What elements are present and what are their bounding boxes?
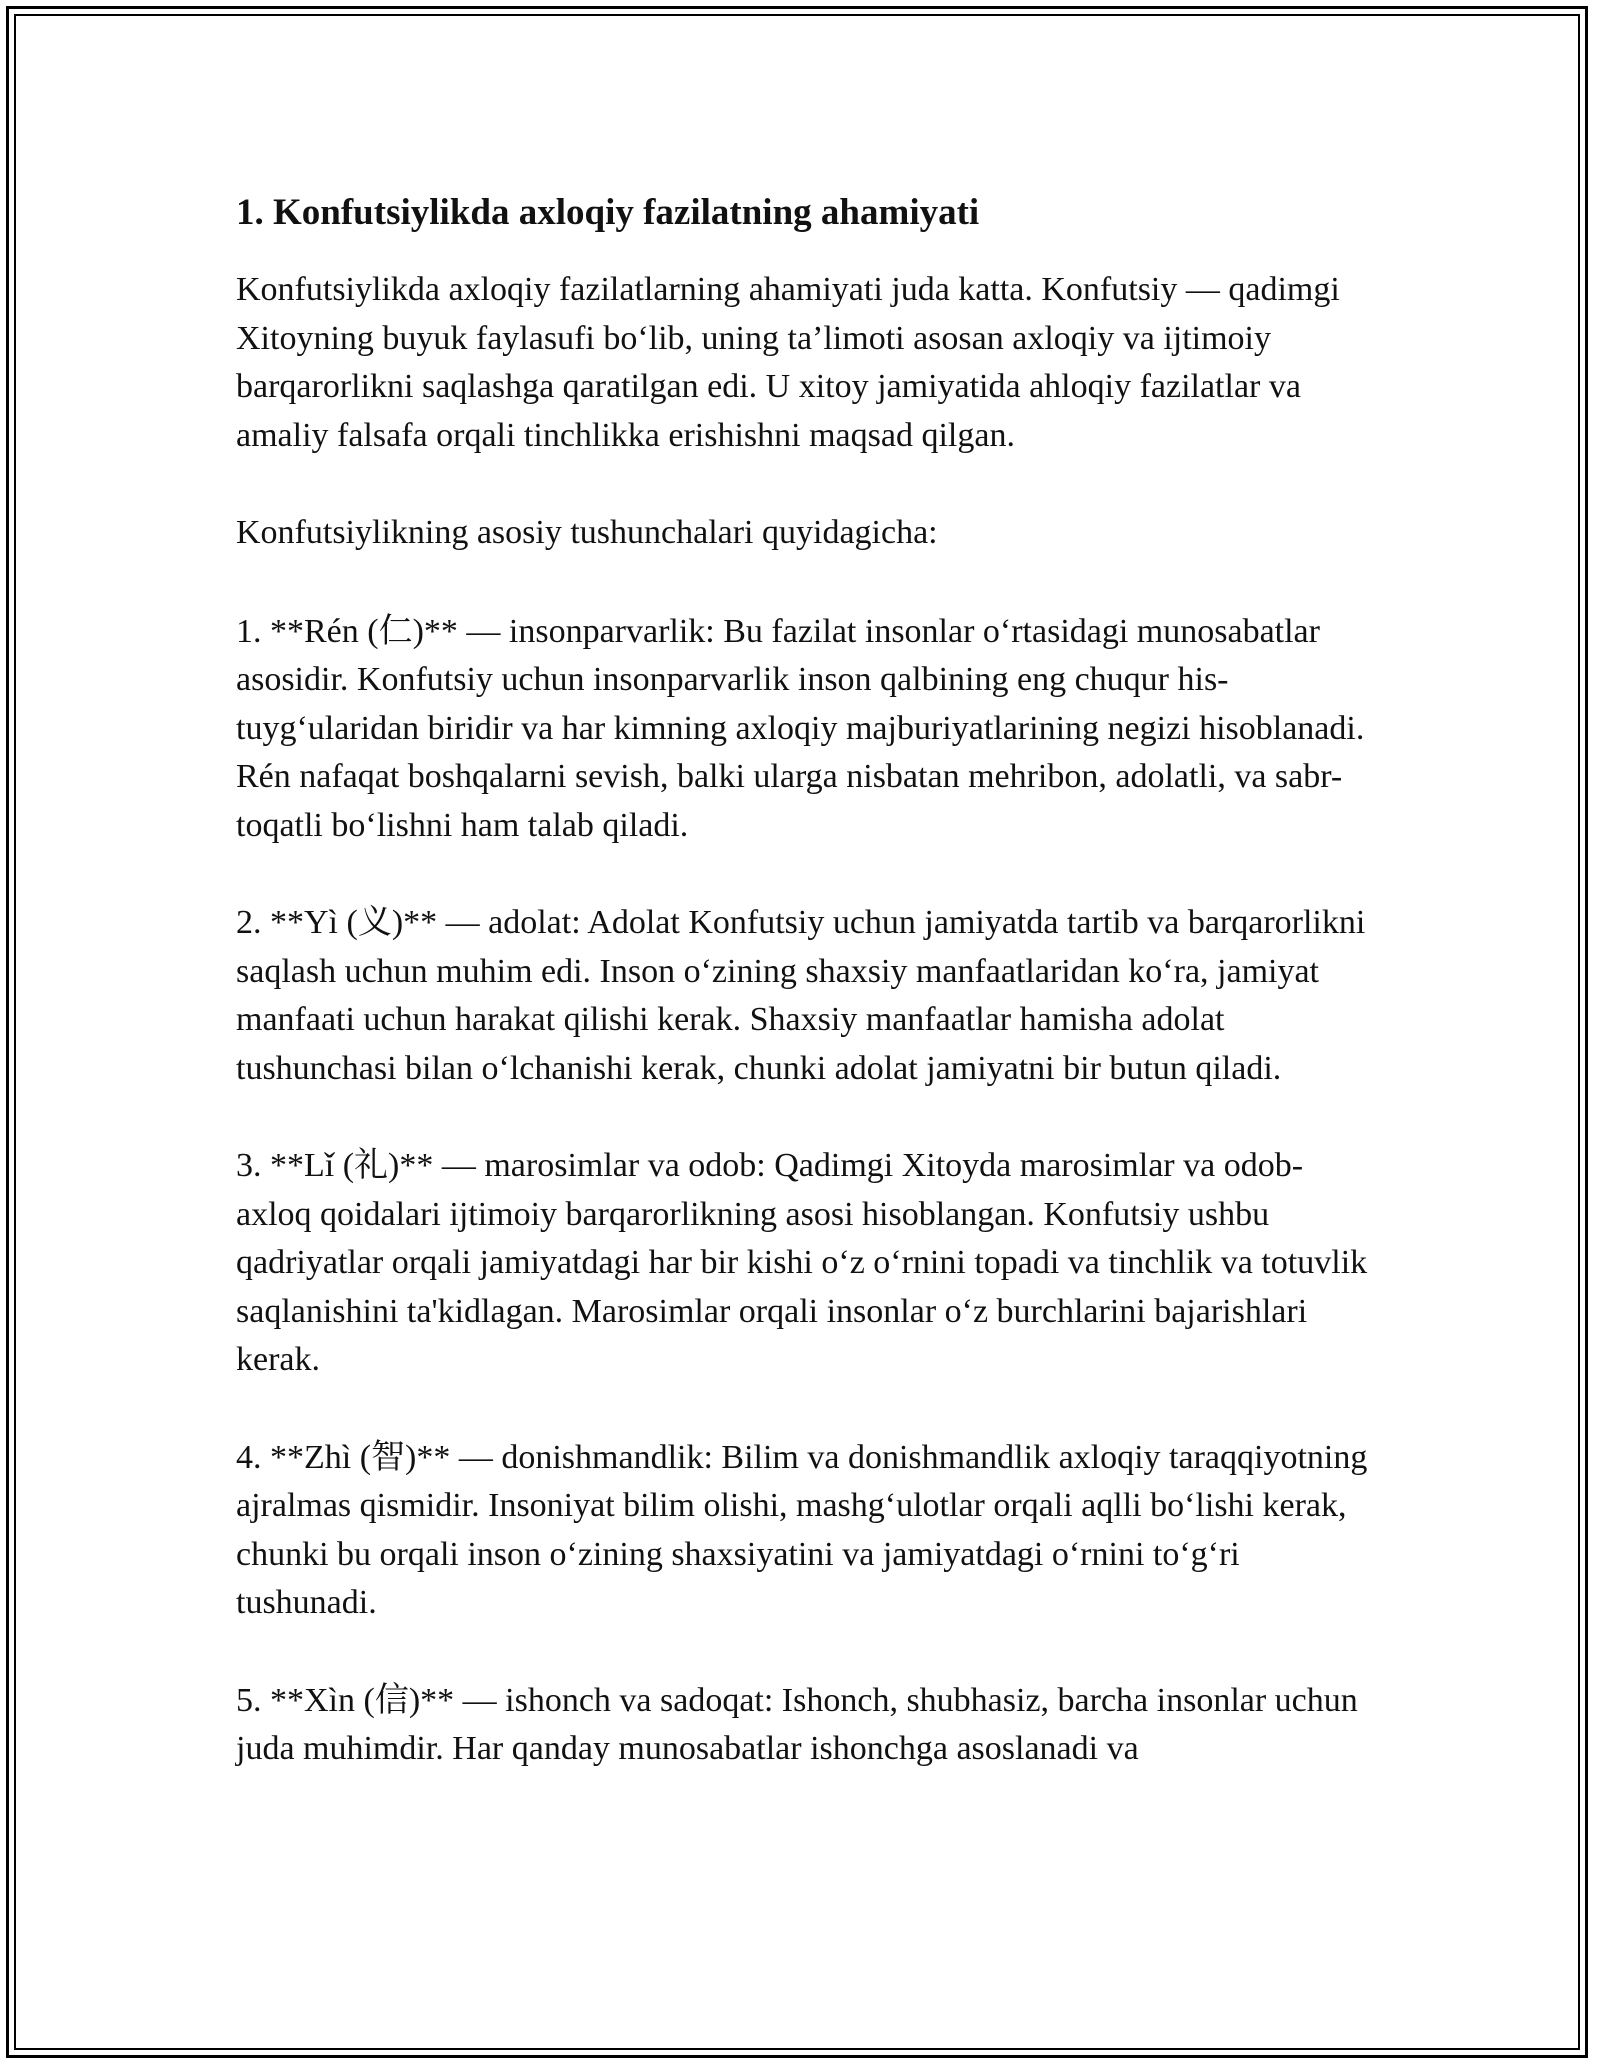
lead-paragraph: Konfutsiylikning asosiy tushunchalari quyidagicha: — [236, 514, 938, 551]
page-title: 1. Konfutsiylikda axloqiy fazilatning ahamiyati — [236, 192, 980, 233]
list-item-yi: 2. **Yì (义)** — adolat: Adolat Konfutsiy uchun jamiyatda tartib va barqarorlikni saqlash uchun muhim edi. Inson o‘zining shaxsiy manfaatlaridan ko‘ra, jamiyat manfaati uchun harakat qilishi kerak. Shaxsiy manfaatlar hamisha adolat tushunchasi bilan o‘lchanishi kerak, chunki adolat jamiyatni bir butun qiladi. — [236, 904, 1366, 1087]
list-item-xin: 5. **Xìn (信)** — ishonch va sadoqat: Ishonch, shubhasiz, barcha insonlar uchun juda muhimdir. Har qanday munosabatlar ishonchga asoslanadi va — [236, 1681, 1358, 1767]
list-item-zhi: 4. **Zhì (智)** — donishmandlik: Bilim va donishmandlik axloqiy taraqqiyotning ajralmas qismidir. Insoniyat bilim olishi, mashg‘ulotlar orqali aqlli bo‘lishi kerak, chunki bu orqali inson o‘zining shaxsiyatini va jamiyatdagi o‘rnini to‘g‘ri tushunadi. — [236, 1438, 1368, 1621]
list-item-ren: 1. **Rén (仁)** — insonparvarlik: Bu fazilat insonlar o‘rtasidagi munosabatlar asosidir. Konfutsiy uchun insonparvarlik inson qalbining eng chuqur his-tuyg‘ularidan biridir va har kimning axloqiy majburiyatlarining negizi hisoblanadi. Rén nafaqat boshqalarni sevish, balki ularga nisbatan mehribon, adolatli, va sabr-toqatli bo‘lishni ham talab qiladi. — [236, 612, 1365, 844]
document-body — [236, 186, 1376, 1823]
list-item-li: 3. **Lǐ (礼)** — marosimlar va odob: Qadimgi Xitoyda marosimlar va odob-axloq qoidalari ijtimoiy barqarorlikning asosi hisoblangan. Konfutsiy ushbu qadriyatlar orqali jamiyatdagi har bir kishi o‘z o‘rnini topadi va tinchlik va totuvlik saqlanishini ta'kidlagan. Marosimlar orqali insonlar o‘z burchlarini bajarishlari kerak. — [236, 1147, 1368, 1378]
intro-paragraph: Konfutsiylikda axloqiy fazilatlarning ahamiyati juda katta. Konfutsiy — qadimgi Xitoyning buyuk faylasufi bo‘lib, uning ta’limoti asosan axloqiy va ijtimoiy barqarorlikni saqlashga qaratilgan edi. U xitoy jamiyatida ahloqiy fazilatlar va amaliy falsafa orqali tinchlikka erishishni maqsad qilgan. — [236, 271, 1340, 454]
